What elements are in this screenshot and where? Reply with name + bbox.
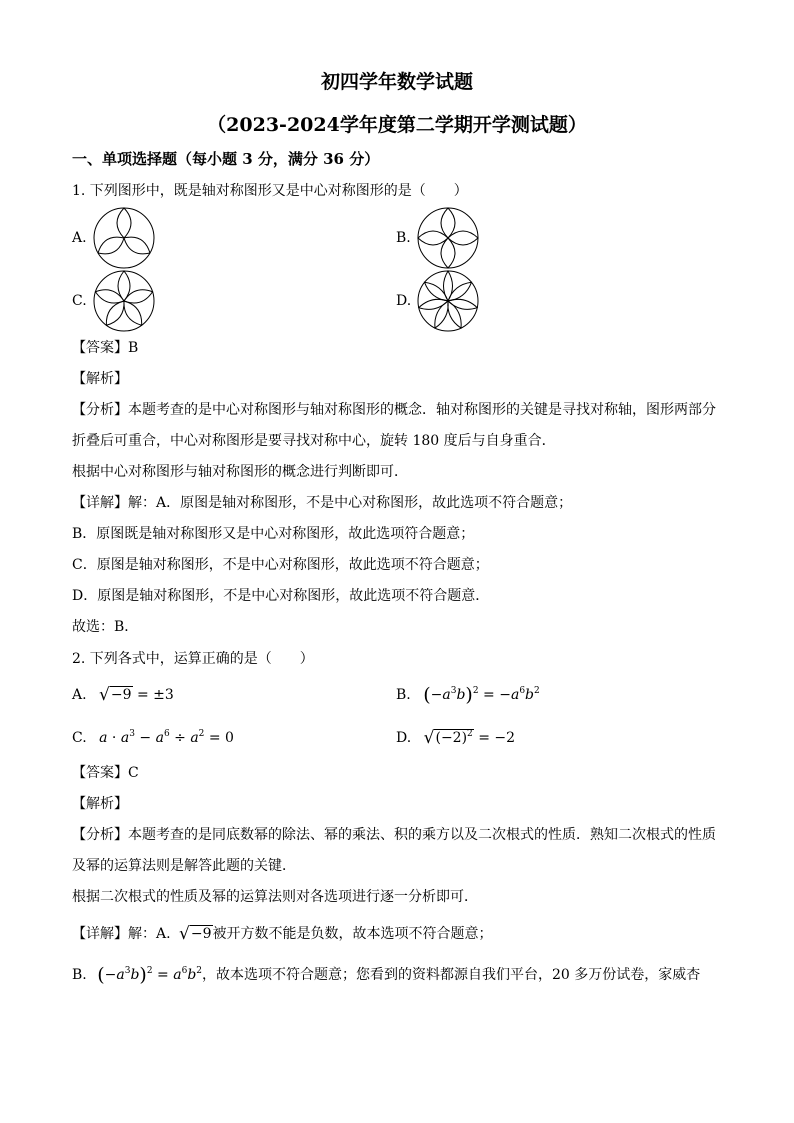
q2-detail-b-suffix: ，故本选项不符合题意；您看到的资料都源自我们平台，20 多万份试卷，家威杏	[202, 967, 701, 983]
q2-analysis-line-2: 及幂的运算法则是解答此题的关键．	[72, 858, 296, 874]
q1-detail-c: C．原图是轴对称图形，不是中心对称图形，故此选项不符合题意；	[72, 557, 489, 573]
q2-option-c-expr: $a \cdot a^3 - a^6 \div a^2 = 0$	[99, 729, 234, 746]
q1-option-c-label: C.	[72, 293, 87, 309]
q1-stem: 1. 下列图形中，既是轴对称图形又是中心对称图形的是（ ）	[72, 183, 468, 199]
q2-analysis-line-1: 【分析】本题考查的是同底数幂的除法、幂的乘法、积的乘方以及二次根式的性质．熟知二次根式的性质	[72, 827, 716, 843]
section-heading: 一、单项选择题（每小题 3 分，满分 36 分）	[72, 150, 380, 168]
q1-option-a-figure	[92, 207, 156, 269]
q2-detail-a-radical: √−9	[179, 924, 212, 944]
q2-option-a-expr: √−9 = ±3	[99, 685, 174, 705]
q2-stem: 2. 下列各式中，运算正确的是（ ）	[72, 651, 314, 667]
q1-detail-b: B．原图既是轴对称图形又是中心对称图形，故此选项符合题意；	[72, 526, 475, 542]
q2-option-c	[72, 729, 234, 747]
q1-option-d-figure	[416, 270, 480, 332]
q2-detail-a-suffix: 被开方数不能是负数，故本选项不符合题意；	[212, 926, 493, 942]
q2-detail-b-prefix: B.	[72, 967, 87, 983]
q2-answer: 【答案】C	[72, 765, 139, 781]
q1-detail-a: 【详解】解：A．原图是轴对称图形，不是中心对称图形，故此选项不符合题意；	[72, 495, 573, 511]
q2-option-b	[396, 686, 540, 704]
q1-option-c-figure	[92, 270, 156, 332]
q2-option-a-label: A.	[72, 687, 87, 703]
q1-option-a-label: A.	[72, 230, 87, 246]
q1-option-b-figure	[416, 207, 480, 269]
q1-detail-d: D．原图是轴对称图形，不是中心对称图形，故此选项不符合题意．	[72, 588, 490, 604]
q2-option-d-result: = −2	[473, 730, 516, 746]
q1-analysis-line-2: 折叠后可重合，中心对称图形是要寻找对称中心，旋转 180 度后与自身重合．	[72, 433, 556, 449]
q2-analysis-line-3: 根据二次根式的性质及幂的运算法则对各选项进行逐一分析即可．	[72, 889, 478, 905]
q1-conclusion: 故选：B．	[72, 619, 139, 635]
q2-option-b-expr: $(-a^3b)^2 = -a^6b^2$	[423, 684, 540, 706]
q2-option-a	[72, 686, 174, 704]
q2-detail-b	[72, 966, 700, 984]
q2-detail-a-prefix: 【详解】解：A.	[72, 926, 171, 942]
q1-option-b-label: B.	[396, 230, 411, 246]
q2-option-b-label: B.	[396, 687, 411, 703]
q2-option-a-result: = ±3	[132, 687, 174, 703]
q2-option-d-expr: $√(-2)^2 = -2$	[423, 728, 516, 748]
q2-detail-b-expr: $(-a^3b)^2 = a^6b^2$	[97, 964, 203, 986]
q1-option-d-label: D.	[396, 293, 412, 309]
q2-option-d	[396, 729, 515, 747]
q2-detail-a	[72, 925, 493, 943]
q2-analysis-tag: 【解析】	[72, 796, 128, 812]
page-subtitle: （2023-2024学年度第二学期开学测试题）	[207, 114, 587, 136]
q2-option-a-radicand: −9	[110, 687, 132, 703]
q1-analysis-line-1: 【分析】本题考查的是中心对称图形与轴对称图形的概念．轴对称图形的关键是寻找对称轴，图形两部分	[72, 402, 716, 418]
page-title: 初四学年数学试题	[320, 71, 473, 93]
q2-option-d-label: D.	[396, 730, 412, 746]
q1-analysis-line-3: 根据中心对称图形与轴对称图形的概念进行判断即可．	[72, 464, 408, 480]
q2-option-c-label: C.	[72, 730, 87, 746]
q1-analysis-tag: 【解析】	[72, 371, 128, 387]
q1-answer: 【答案】B	[72, 340, 139, 356]
